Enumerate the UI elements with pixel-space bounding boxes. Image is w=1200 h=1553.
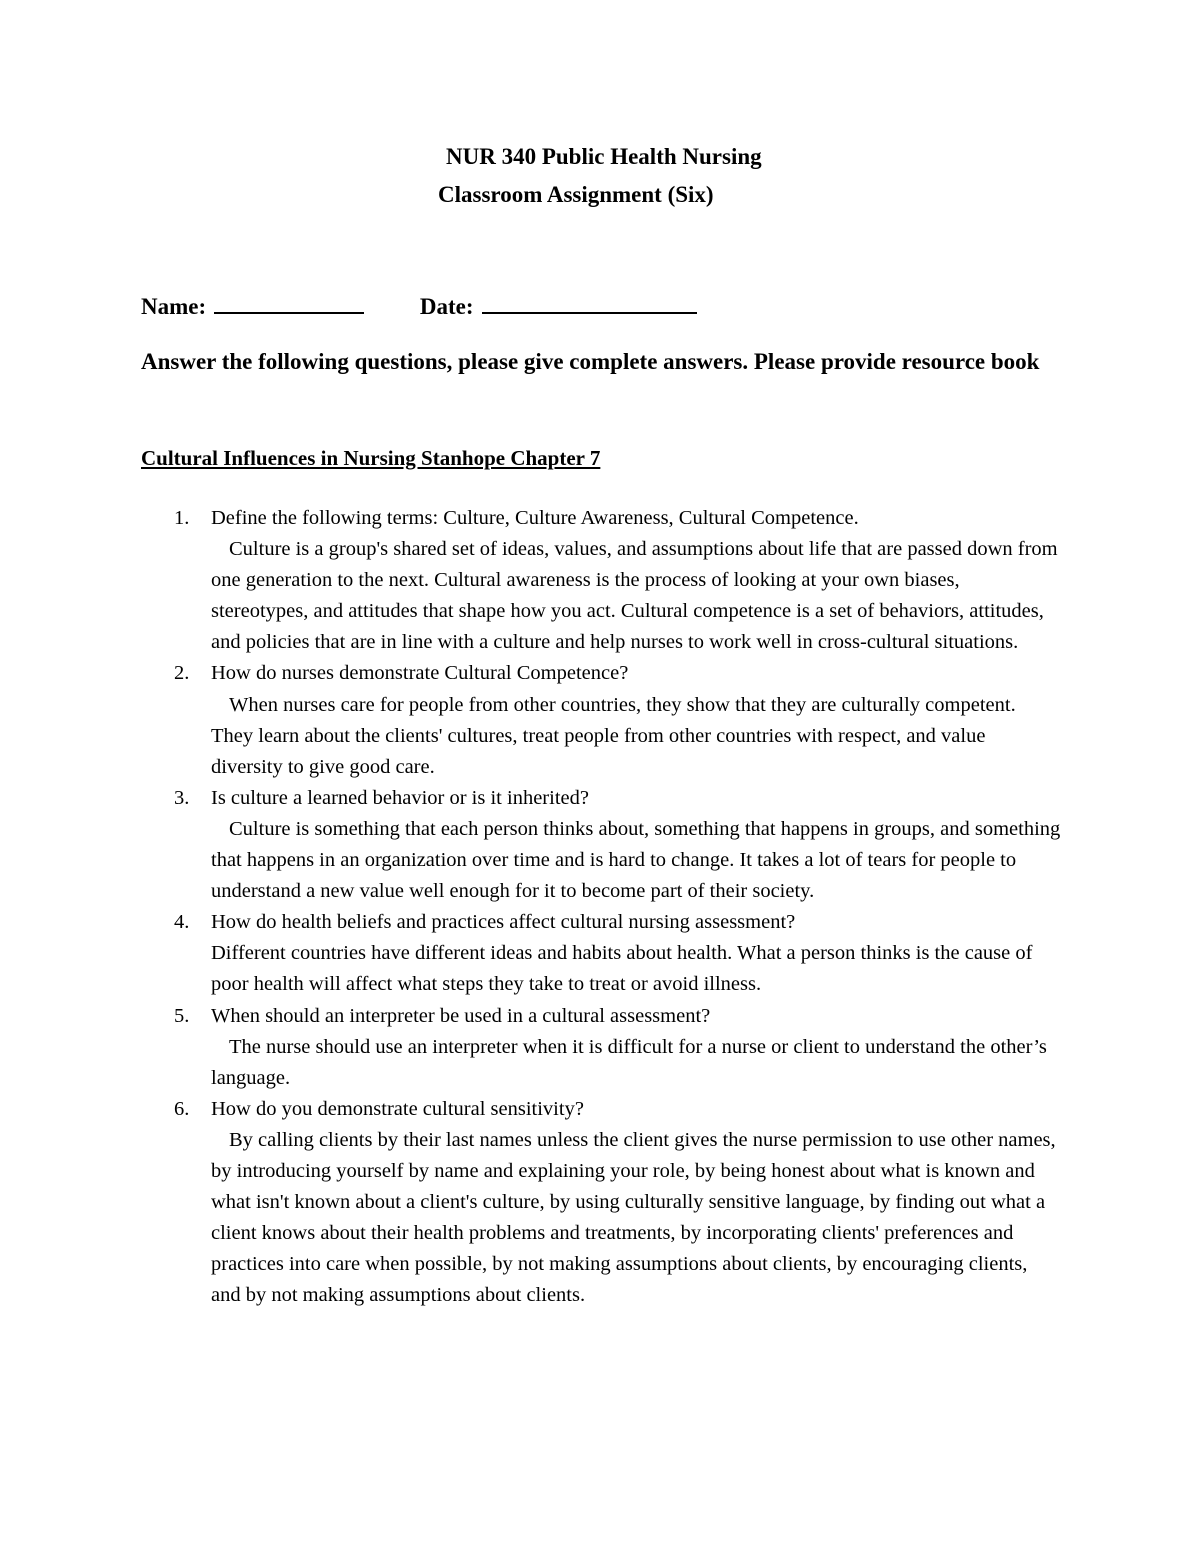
answer-text: Culture is a group's shared set of ideas, values, and assumptions about life that are passed down from one generation to the next. Cultural awareness is the process of looking at your own biases, stereotypes, and attitudes that shape how you act. Cultural competence is a set of behaviors, attitudes, and policies that are in line with a culture and help nurses to work well in cross-cultural situations.	[211, 538, 1058, 654]
question-text: Is culture a learned behavior or is it inherited?	[211, 786, 589, 809]
question-number: 2.	[174, 662, 190, 685]
date-label: Date:	[419, 294, 474, 319]
instructions-text: Answer the following questions, please give complete answers. Please provide resource book	[141, 349, 1040, 374]
question-number: 5.	[174, 1004, 190, 1027]
question-number: 6.	[174, 1097, 190, 1120]
section-heading: Cultural Influences in Nursing Stanhope Chapter 7	[141, 446, 601, 470]
question-item-4	[0, 907, 1061, 1000]
document-title: NUR 340 Public Health Nursing	[446, 144, 762, 169]
question-list	[0, 503, 1200, 1311]
date-blank-line	[482, 292, 697, 314]
question-text: How do you demonstrate cultural sensitivity?	[211, 1097, 584, 1120]
question-text: Define the following terms: Culture, Culture Awareness, Cultural Competence.	[211, 507, 859, 529]
question-number: 3.	[174, 786, 190, 809]
answer-text: The nurse should use an interpreter when it is difficult for a nurse or client to understand the other’s language.	[211, 1035, 1047, 1089]
name-label: Name:	[141, 294, 207, 319]
date-group	[420, 292, 697, 320]
question-item-6	[0, 1094, 1061, 1312]
question-text: How do health beliefs and practices affect cultural nursing assessment?	[211, 911, 796, 934]
document-subtitle: Classroom Assignment (Six)	[438, 182, 714, 207]
question-item-2	[0, 658, 1061, 782]
answer-text: By calling clients by their last names unless the client gives the nurse permission to use other names, by introducing yourself by name and explaining your role, by being honest about what is known and what isn't known about a client's culture, by using culturally sensitive language, by finding out what a client knows about their health problems and treatments, by incorporating clients' preferences and practices into care when possible, by not making assumptions about clients, by encouraging clients, and by not making assumptions about clients.	[211, 1128, 1056, 1307]
question-item-5	[0, 1001, 1061, 1094]
name-date-row	[141, 292, 697, 320]
question-number: 1.	[174, 507, 190, 529]
question-text: When should an interpreter be used in a cultural assessment?	[211, 1004, 711, 1027]
question-number: 4.	[174, 911, 190, 934]
answer-text: When nurses care for people from other countries, they show that they are culturally competent. They learn about the clients' cultures, treat people from other countries with respect, and value diversity to give good care.	[211, 693, 1016, 778]
name-blank-line	[214, 292, 364, 314]
answer-text: Culture is something that each person thinks about, something that happens in groups, and something that happens in an organization over time and is hard to change. It takes a lot of tears for people to understand a new value well enough for it to become part of their society.	[211, 817, 1061, 903]
answer-text: Different countries have different ideas and habits about health. What a person thinks is the cause of poor health will affect what steps they take to treat or avoid illness.	[211, 942, 1033, 996]
question-item-1	[0, 503, 1061, 658]
question-item-3	[0, 783, 1061, 907]
question-text: How do nurses demonstrate Cultural Competence?	[211, 662, 629, 685]
